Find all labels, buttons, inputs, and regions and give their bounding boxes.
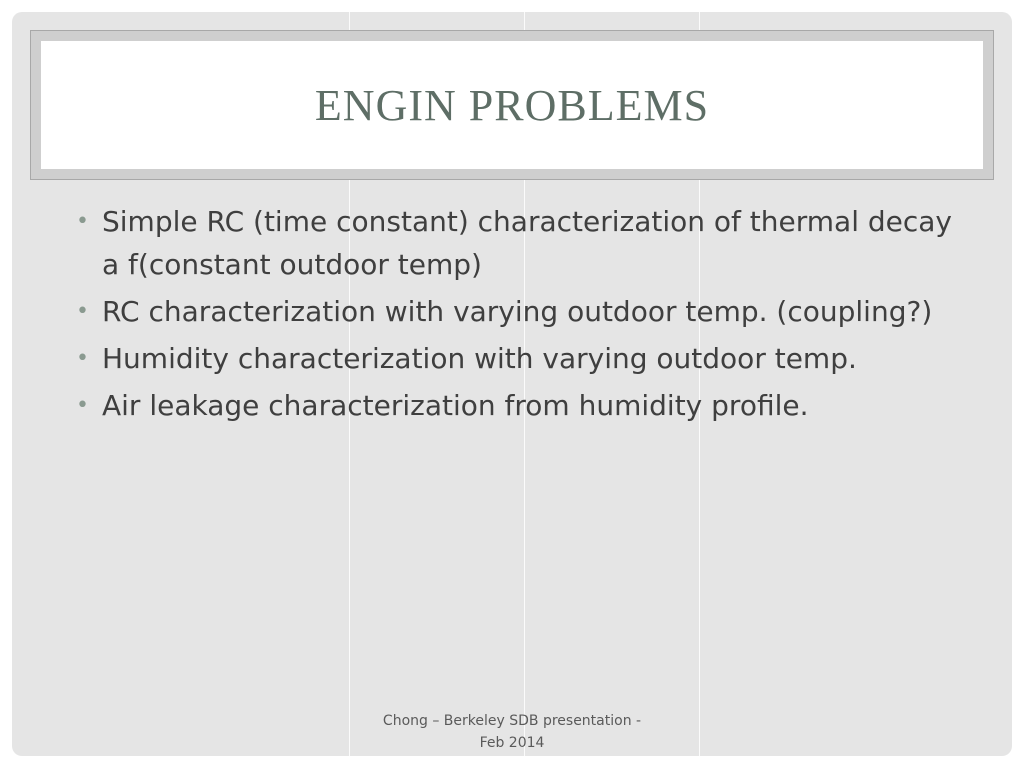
slide-footer	[350, 710, 674, 754]
title-frame	[30, 30, 994, 180]
bullet-item	[72, 384, 952, 427]
bullet-icon: •	[76, 346, 89, 371]
title-panel	[41, 41, 983, 169]
footer-line: Feb 2014	[479, 735, 545, 751]
slide	[12, 12, 1012, 756]
bullet-text: Air leakage characterization from humidity profile.	[102, 389, 809, 422]
bullet-icon: •	[76, 393, 89, 418]
bullet-item	[72, 337, 952, 380]
bullet-icon: •	[76, 209, 89, 234]
bullet-icon: •	[76, 299, 89, 324]
bullet-list	[72, 200, 952, 431]
footer-line: Chong – Berkeley SDB presentation -	[382, 713, 642, 729]
slide-title: ENGIN PROBLEMS	[314, 80, 710, 130]
bullet-text: Simple RC (time constant) characterization of thermal decay a f(constant outdoor temp)	[102, 205, 952, 281]
bullet-item	[72, 290, 952, 333]
bullet-text: RC characterization with varying outdoor temp. (coupling?)	[102, 295, 933, 328]
bullet-text: Humidity characterization with varying outdoor temp.	[102, 342, 857, 375]
bullet-item	[72, 200, 952, 286]
